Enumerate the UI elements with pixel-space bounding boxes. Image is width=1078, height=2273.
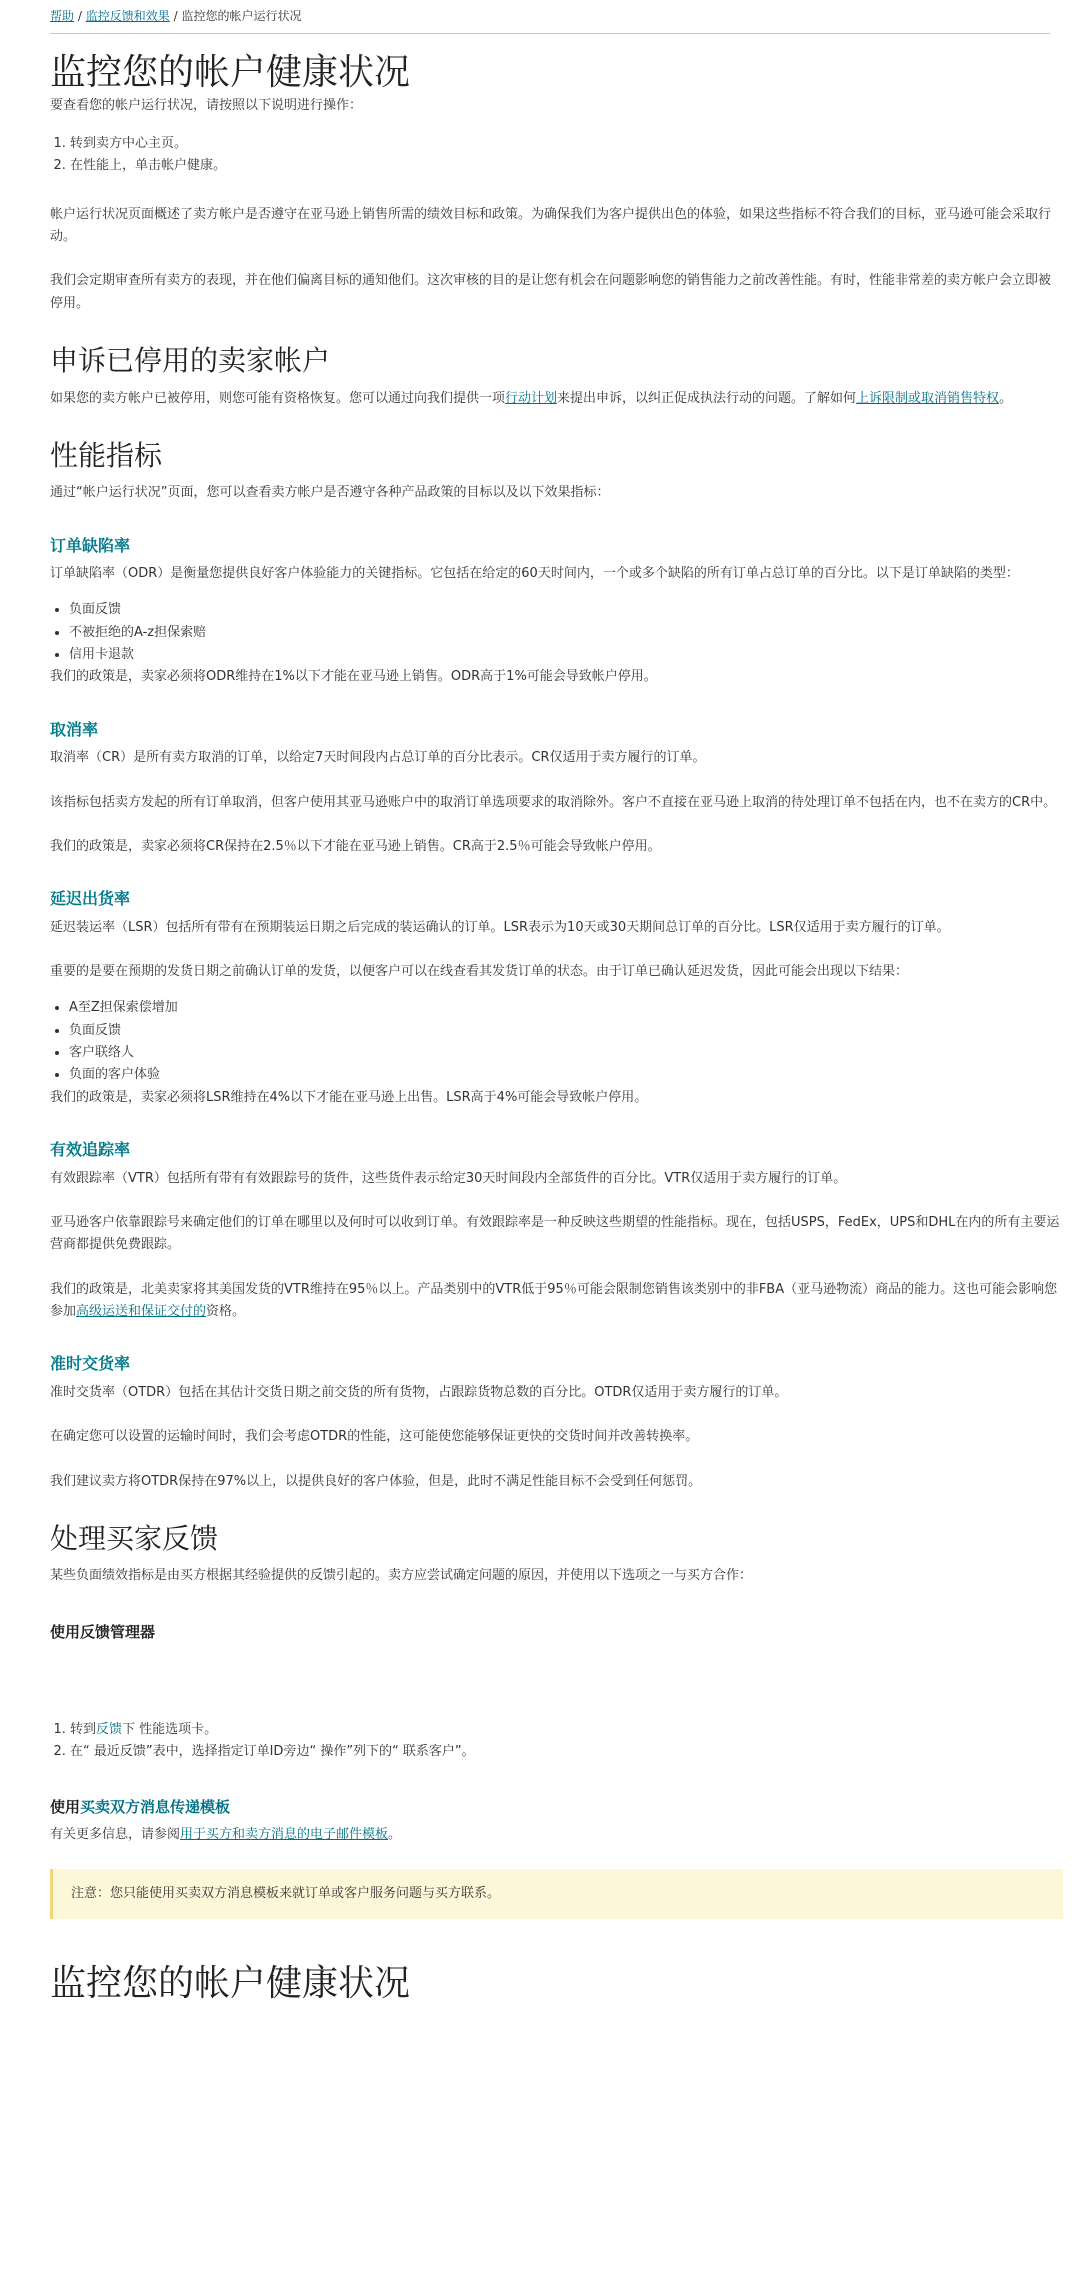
lsr-paragraph: 延迟装运率（LSR）包括所有带有在预期装运日期之后完成的装运确认的订单。LSR表示为10天或30天期间总订单的百分比。LSR仅适用于卖方履行的订单。 <box>50 919 950 935</box>
steps-list <box>50 133 1060 178</box>
text-run: 资格。 <box>206 1304 246 1320</box>
breadcrumb-separator: / <box>77 9 82 23</box>
odr-policy: 我们的政策是，卖家必须将ODR维持在1%以下才能在亚马逊上销售。ODR高于1%可能会导致帐户停用。 <box>50 669 657 685</box>
text-run: 。 <box>999 390 1013 406</box>
list-item: • A至Z担保索偿增加 <box>69 997 1060 1019</box>
subheading-on-time-delivery: 准时交货率 <box>50 1354 131 1374</box>
list-item <box>70 1719 1060 1741</box>
page-title: 监控您的帐户健康状况 <box>50 51 411 93</box>
text-run: 转到 <box>70 1721 97 1737</box>
subheading-odr: 订单缺陷率 <box>50 535 131 555</box>
breadcrumb <box>50 6 1050 34</box>
section-heading-metrics: 性能指标 <box>50 438 163 472</box>
appeal-paragraph <box>50 388 1060 410</box>
breadcrumb-parent-link[interactable]: 监控反馈和效果 <box>85 9 170 23</box>
section-heading-appeal: 申诉已停用的卖家帐户 <box>50 344 331 378</box>
feedback-link[interactable]: 反馈 <box>96 1721 123 1737</box>
lsr-policy: 我们的政策是，卖家必须将LSR维持在4%以下才能在亚马逊上出售。LSR高于4%可能会导致帐户停用。 <box>50 1089 648 1105</box>
text-run: 我们的政策是，北美卖家将其美国发货的VTR维持在95％以上。产品类别中的VTR低于95％可能会限制您销售该类别中的非FBA（亚马逊物流）商品的能力。这也可能会影响您参加 <box>50 1281 1058 1320</box>
email-templates-link[interactable]: 用于买方和卖方消息的电子邮件模板 <box>180 1827 389 1843</box>
subheading-valid-tracking: 有效追踪率 <box>50 1140 131 1160</box>
metrics-intro: 通过“帐户运行状况”页面，您可以查看卖方帐户是否遵守各种产品政策的目标以及以下效果指标： <box>50 485 610 501</box>
overview-paragraph: 帐户运行状况页面概述了卖方帐户是否遵守在亚马逊上销售所需的绩效目标和政策。为确保我们为客户提供出色的体验，如果这些指标不符合我们的目标，亚马逊可能会采取行动。 <box>50 206 1052 245</box>
list-item: • 客户联络人 <box>69 1042 1060 1064</box>
breadcrumb-current: 监控您的帐户运行状况 <box>181 9 302 23</box>
subheading-cancel-rate: 取消率 <box>50 719 99 739</box>
section-heading-feedback: 处理买家反馈 <box>50 1521 219 1555</box>
messaging-templates-link[interactable]: 买卖双方消息传递模板 <box>80 1798 231 1817</box>
text-run: 下 性能选项卡。 <box>122 1721 218 1737</box>
otdr-paragraph: 在确定您可以设置的运输时间时，我们会考虑OTDR的性能，这可能使您能够保证更快的交货时间并改善转换率。 <box>50 1429 699 1445</box>
lsr-results-list <box>50 997 1060 1086</box>
list-item: • 负面反馈 <box>69 599 1060 621</box>
spacer <box>50 1649 1060 1703</box>
note-callout: 注意：您只能使用买卖双方消息模板来就订单或客户服务问题与买方联系。 <box>50 1869 1063 1919</box>
vtr-policy <box>50 1279 1060 1324</box>
breadcrumb-separator: / <box>173 9 178 23</box>
list-item: • 信用卡退款 <box>69 644 1060 666</box>
text-run: 使用 <box>50 1798 81 1817</box>
subheading-feedback-manager: 使用反馈管理器 <box>50 1622 156 1641</box>
cr-policy: 我们的政策是，卖家必须将CR保持在2.5％以下才能在亚马逊上销售。CR高于2.5％可能会导致帐户停用。 <box>50 838 661 854</box>
list-item: • 不被拒绝的A-z担保索赔 <box>69 622 1060 644</box>
text-run: 。 <box>388 1827 402 1843</box>
otdr-paragraph: 准时交货率（OTDR）包括在其估计交货日期之前交货的所有货物，占跟踪货物总数的百分比。OTDR仅适用于卖方履行的订单。 <box>50 1384 788 1400</box>
vtr-paragraph: 有效跟踪率（VTR）包括所有带有有效跟踪号的货件，这些货件表示给定30天时间段内全部货件的百分比。VTR仅适用于卖方履行的订单。 <box>50 1170 847 1186</box>
premium-shipping-link[interactable]: 高级运送和保证交付的 <box>76 1304 207 1320</box>
feedback-steps-list <box>50 1719 1060 1764</box>
next-section-title: 监控您的帐户健康状况 <box>50 1963 411 2005</box>
list-item: • 负面反馈 <box>69 1020 1060 1042</box>
odr-defect-list <box>50 599 1060 666</box>
otdr-paragraph: 我们建议卖方将OTDR保持在97%以上，以提供良好的客户体验，但是，此时不满足性能目标不会受到任何惩罚。 <box>50 1473 702 1489</box>
list-item: 1. 转到卖方中心主页。 <box>70 133 1060 155</box>
breadcrumb-home-link[interactable]: 帮助 <box>50 9 75 23</box>
intro-text: 要查看您的帐户运行状况，请按照以下说明进行操作： <box>50 97 363 113</box>
feedback-intro: 某些负面绩效指标是由买方根据其经验提供的反馈引起的。卖方应尝试确定问题的原因，并使用以下选项之一与买方合作： <box>50 1568 753 1584</box>
more-info-paragraph <box>50 1824 1060 1846</box>
cr-paragraph: 取消率（CR）是所有卖方取消的订单，以给定7天时间段内占总订单的百分比表示。CR仅适用于卖方履行的订单。 <box>50 750 706 766</box>
list-item: • 负面的客户体验 <box>69 1064 1060 1086</box>
cr-paragraph: 该指标包括卖方发起的所有订单取消，但客户使用其亚马逊账户中的取消订单选项要求的取消除外。客户不直接在亚马逊上取消的待处理订单不包括在内，也不在卖方的CR中。 <box>50 794 1057 810</box>
odr-paragraph: 订单缺陷率（ODR）是衡量您提供良好客户体验能力的关键指标。它包括在给定的60天时间内，一个或多个缺陷的所有订单占总订单的百分比。以下是订单缺陷的类型： <box>50 566 1019 582</box>
subheading-messaging-templates <box>50 1797 1060 1818</box>
text-run: 来提出申诉，以纠正促成执法行动的问题。了解如何 <box>557 390 857 406</box>
appeal-restriction-link[interactable]: 上诉限制或取消销售特权 <box>856 390 1000 406</box>
action-plan-link[interactable]: 行动计划 <box>505 390 558 406</box>
lsr-paragraph: 重要的是要在预期的发货日期之前确认订单的发货，以便客户可以在线查看其发货订单的状态。由于订单已确认延迟发货，因此可能会出现以下结果： <box>50 964 909 980</box>
overview-paragraph: 我们会定期审查所有卖方的表现，并在他们偏离目标的通知他们。这次审核的目的是让您有机会在问题影响您的销售能力之前改善性能。有时，性能非常差的卖方帐户会立即被停用。 <box>50 273 1052 311</box>
subheading-late-shipment: 延迟出货率 <box>50 889 131 909</box>
text-run: 如果您的卖方帐户已被停用，则您可能有资格恢复。您可以通过向我们提供一项 <box>50 390 506 406</box>
list-item: 2. 在“ 最近反馈”表中，选择指定订单ID旁边“ 操作”列下的“ 联系客户”。 <box>70 1741 1060 1763</box>
list-item: 2. 在性能上，单击帐户健康。 <box>70 155 1060 177</box>
vtr-paragraph: 亚马逊客户依靠跟踪号来确定他们的订单在哪里以及何时可以收到订单。有效跟踪率是一种反映这些期望的性能指标。现在，包括USPS，FedEx，UPS和DHL在内的所有主要运营商都提供免费跟踪。 <box>50 1214 1060 1253</box>
text-run: 有关更多信息，请参阅 <box>50 1827 181 1843</box>
